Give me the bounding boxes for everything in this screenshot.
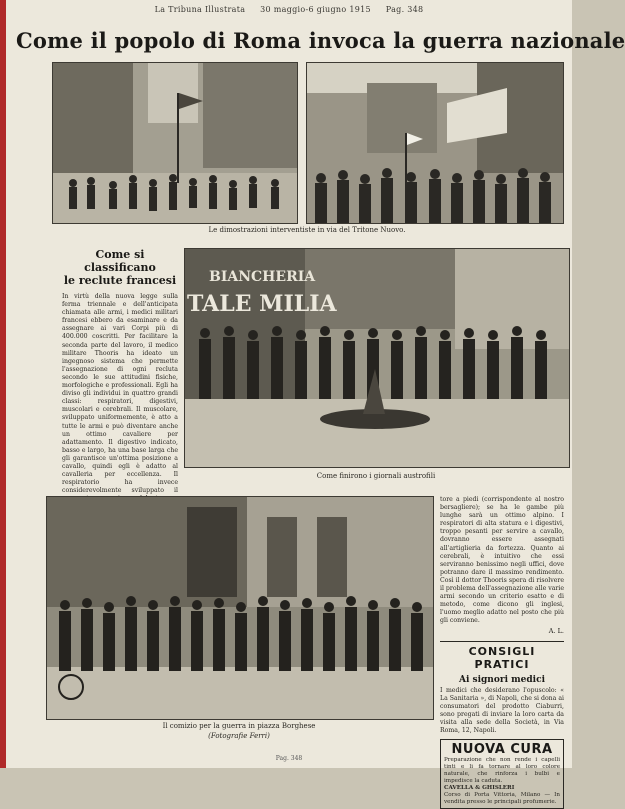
ad-address: Corso di Porta Vittoria, Milano — In vendita presso le principali profumerie. [444, 792, 560, 806]
photo-crowd-avenue-image [307, 63, 563, 223]
ad-body: Preparazione che non rende i capelli tinti e li fa tornare al loro colore naturale, che rinforza i bulbi e impedisce la caduta. [444, 757, 560, 785]
photo-tritone-left [52, 62, 298, 224]
shop-sign-line1: BIANCHERIA [209, 269, 316, 285]
consigli-pratici-section [440, 641, 564, 736]
article-continuation: tore a piedi (corrispondente al nostro bersagliere); se ha le gambe più lunghe sarà un ottimo alpino. I respiratori di alta statura e i digestivi, troppo pesanti per servire a cavallo, dovranno essere assegnati all'artiglieria da fortezza. Quanto ai cerebrali, è intuitivo che essi serviranno benissimo negli uffici, dove potranno dare il massimo rendimento. Così il dottor Thooris spera di risolvere il problema dell'assegnazione alle varie armi secondo un criterio esatto e di metodo, come dicono gli inglesi, l'uomo meglio adatto nel posto che più gli conviene. [440, 496, 564, 625]
photo-crowd-street-image [53, 63, 297, 223]
photo-piazza-borghese [46, 496, 434, 720]
photo-giornali-austrofili [184, 248, 570, 468]
caption-bottom-photo: Il comizio per la guerra in piazza Borghese [162, 722, 316, 730]
article-title-line2: le reclute francesi [63, 274, 177, 287]
right-column [440, 496, 564, 806]
caption-bottom-credit [46, 732, 432, 742]
consigli-body: I medici che desiderano l'opuscolo: « La Sanitaria », di Napoli, che si dona ai consumatori del prodotto Ciaburri, sono pregati di inviare la loro carta da visita alla sede della Società, in Via Roma, 12, Napoli. [440, 686, 564, 734]
magazine-page [6, 0, 625, 806]
caption-middle-photo: Come finirono i giornali austrofili [316, 472, 436, 480]
article-title-line1: Come si classificano [84, 248, 156, 274]
ad-title: NUOVA CURA [451, 742, 553, 758]
article-signature: A. L. [548, 626, 564, 635]
article-title [62, 248, 178, 287]
photo-tritone-right [306, 62, 564, 224]
page-folio: Pag. 348 [275, 755, 303, 762]
issue-date: 30 maggio-6 giugno 1915 [260, 5, 371, 14]
publication-name: La Tribuna Illustrata [154, 5, 246, 14]
article-body: In virtù della nuova legge sulla ferma triennale e dell'anticipata chiamata alle armi, i medici militari francesi ebbero da esaminare e da assegnare ai vari Corpi più di 400.000 coscritti. Per facilitare la seconda parte del lavoro, il medico militare Thooris ha ideato un ingegnoso sistema che permette l'assegnazione di ogni recluta secondo le sue attitudini fisiche, morfologiche e professionali. Egli ha diviso gli individui in quattro grandi classi: respiratori, digestivi, muscolari e cerebrali. Il muscolare, sviluppato uniformemente, è atto a tutte le armi e può diventare anche un ottimo cavaliere per adattamento. Il digestivo indicato, basso e largo, ha una base larga che gli garantisce un'ottima posizione a cavallo, quindi egli è adatto al cavalleria per eccellenza. Il respiratorio ha invece considerevolmente sviluppato il [62, 293, 178, 495]
photo-burning-newspapers-image [185, 249, 569, 467]
photo-rally-piazza-image [47, 497, 433, 719]
advertisement-nuova-cura [440, 739, 564, 809]
caption-top-photos: Le dimostrazioni interventiste in via del Tritone Nuovo. [208, 226, 406, 234]
shop-sign-line2: TALE MILIA [187, 291, 337, 317]
ad-seller: CAVELLA & GHISLERI [444, 785, 515, 792]
page-headline: Come il popolo di Roma invoca la guerra nazionale [16, 28, 625, 53]
running-head [6, 5, 572, 19]
page-number: Pag. 348 [385, 5, 424, 14]
article-reclute-francesi [62, 248, 178, 498]
photo-credit: (Fotografie Ferri) [208, 732, 270, 740]
consigli-subtitle: Ai signori medici [458, 674, 545, 685]
consigli-title: CONSIGLI PRATICI [468, 644, 536, 671]
